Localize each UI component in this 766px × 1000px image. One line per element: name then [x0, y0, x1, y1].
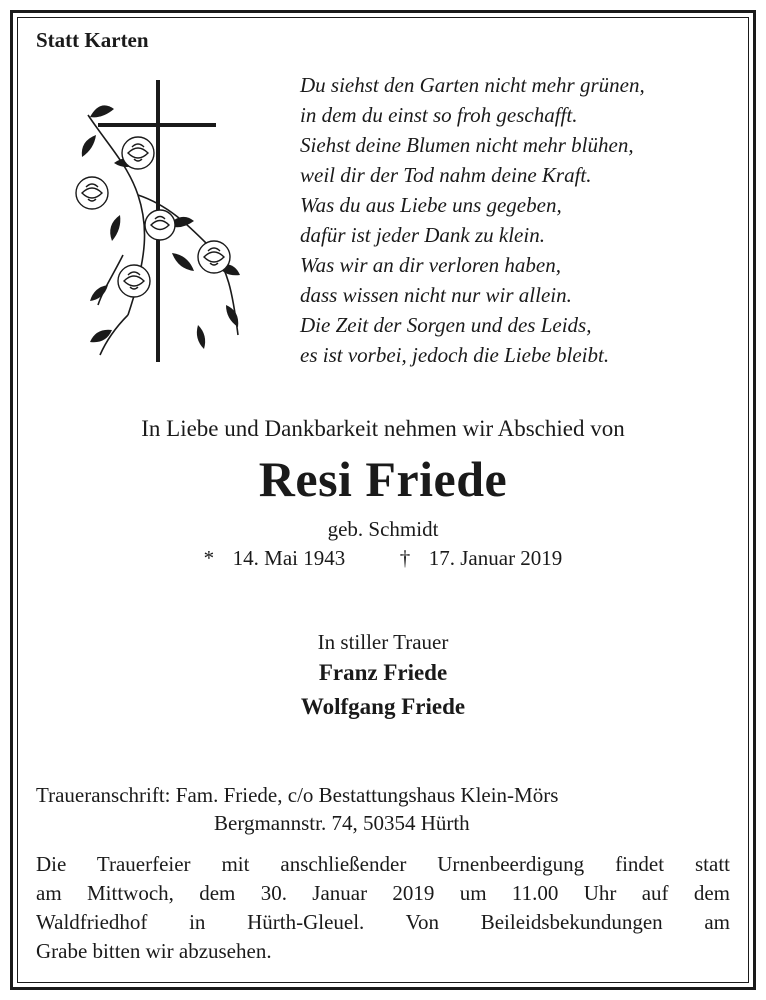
- birth-name: geb. Schmidt: [327, 517, 439, 541]
- mourner-name: Franz Friede: [318, 660, 448, 685]
- service-line: am Mittwoch, dem 30. Januar 2019 um 11.00 Uhr auf dem: [36, 881, 730, 905]
- life-dates: [0, 546, 766, 571]
- poem-line: Was wir an dir verloren haben,: [300, 253, 561, 277]
- poem-line: weil dir der Tod nahm deine Kraft.: [300, 163, 592, 187]
- service-line: Grabe bitten wir abzusehen.: [36, 939, 272, 963]
- poem-line: dass wissen nicht nur wir allein.: [300, 283, 572, 307]
- poem-line: Du siehst den Garten nicht mehr grünen,: [300, 73, 645, 97]
- poem-line: Siehst deine Blumen nicht mehr blühen,: [300, 133, 634, 157]
- mourning-label: In stiller Trauer: [317, 630, 449, 654]
- poem: [300, 70, 645, 370]
- birth-symbol: *: [203, 546, 215, 570]
- farewell-intro: In Liebe und Dankbarkeit nehmen wir Abschied von: [141, 416, 625, 441]
- service-line: Die Trauerfeier mit anschließender Urnenbeerdigung findet statt: [36, 852, 730, 876]
- service-line: Waldfriedhof in Hürth-Gleuel. Von Beileidsbekundungen am: [36, 910, 730, 934]
- poem-line: Die Zeit der Sorgen und des Leids,: [300, 313, 592, 337]
- poem-line: Was du aus Liebe uns gegeben,: [300, 193, 562, 217]
- address-line: Traueranschrift: Fam. Friede, c/o Bestattungshaus Klein-Mörs: [36, 783, 559, 807]
- service-information: [36, 850, 730, 966]
- poem-line: dafür ist jeder Dank zu klein.: [300, 223, 545, 247]
- cross-with-roses-icon: [68, 75, 258, 365]
- poem-line: es ist vorbei, jedoch die Liebe bleibt.: [300, 343, 610, 367]
- mourning-address: [36, 781, 558, 837]
- address-line: Bergmannstr. 74, 50354 Hürth: [214, 811, 470, 835]
- death-date: 17. Januar 2019: [428, 546, 563, 570]
- heading-statt-karten: Statt Karten: [36, 28, 149, 52]
- death-symbol: †: [399, 546, 411, 570]
- mourner-name: Wolfgang Friede: [300, 694, 466, 719]
- poem-line: in dem du einst so froh geschafft.: [300, 103, 578, 127]
- birth-date: 14. Mai 1943: [232, 546, 346, 570]
- deceased-name: Resi Friede: [258, 451, 508, 507]
